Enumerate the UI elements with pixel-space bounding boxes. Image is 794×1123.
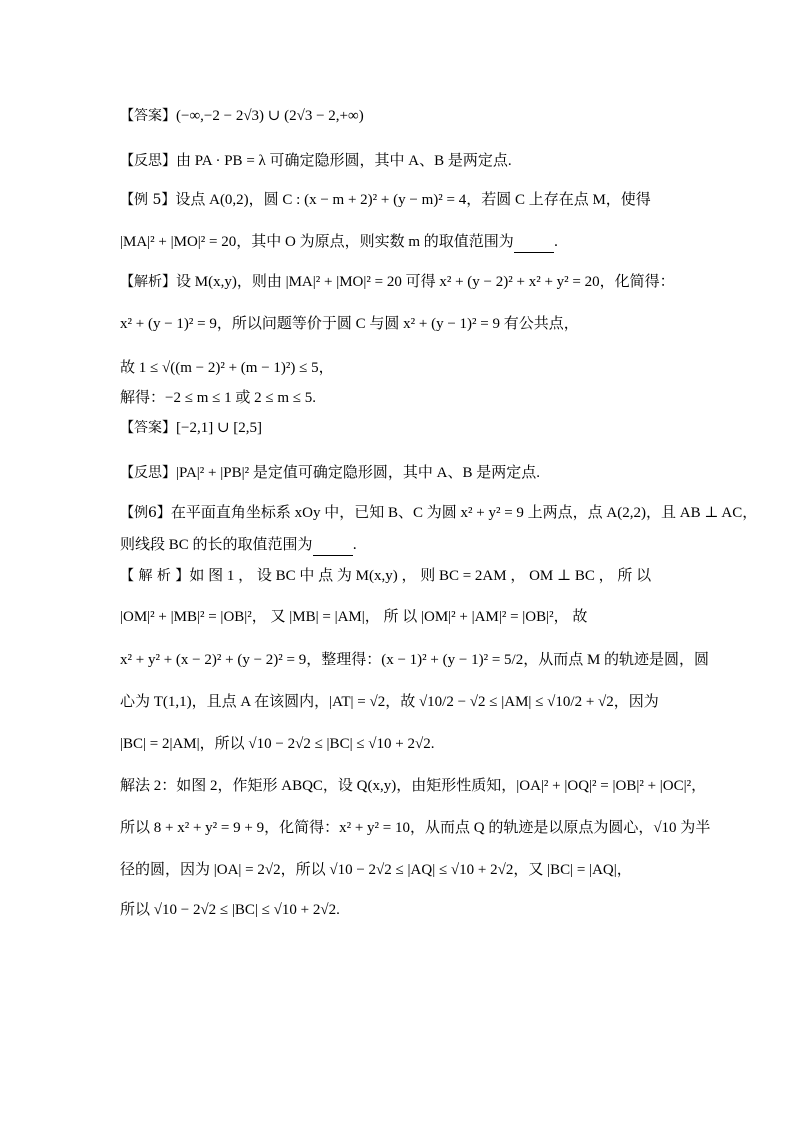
analysis-6-text-d: 心为 T(1,1)，且点 A 在该圆内，|AT| = √2，故 √10/2 − √2 ≤ |AM| ≤ √10/2 + √2，因为 [120,694,659,710]
analysis-5-text-b: x² + (y − 1)² = 9，所以问题等价于圆 C 与圆 x² + (y − 1)² = 9 有公共点， [120,316,579,332]
reflection-tag: 【反思】 [120,153,176,169]
analysis-5-text-c: 故 1 ≤ √((m − 2)² + (m − 1)²) ≤ 5， [120,360,334,376]
method-2-line-b [120,818,711,838]
answer-tag: 【答案】 [120,420,176,436]
method-2-line-c [120,860,680,880]
analysis-6-line-a [120,566,680,586]
method-2-text-a: 解法 2：如图 2，作矩形 ABQC，设 Q(x,y)，由矩形性质知，|OA|² + |OQ|² = |OB|² + |OC|²， [120,778,707,794]
answer-blank [514,232,554,253]
reflection-line-2 [120,463,680,483]
analysis-6-line-c [120,650,710,670]
analysis-6-text-a: 如 图 1 ， 设 BC 中 点 为 M(x,y) ， 则 BC = 2AM ， OM ⊥ BC ， 所 以 [189,568,652,584]
analysis-tag: 【 解 析 】 [120,568,190,584]
example-6-text-b: 则线段 BC 的长的取值范围为 [120,537,313,553]
analysis-6-text-e: |BC| = 2|AM|，所以 √10 − 2√2 ≤ |BC| ≤ √10 + 2√2. [120,736,435,752]
example-5-line-a [120,190,680,210]
analysis-5-text-a: 设 M(x,y)，则由 |MA|² + |MO|² = 20 可得 x² + (y − 2)² + x² + y² = 20，化简得： [176,274,675,290]
example-5-text-b: |MA|² + |MO|² = 20，其中 O 为原点，则实数 m 的取值范围为 [120,234,514,250]
reflection-line-1 [120,151,680,171]
method-2-text-d: 所以 √10 − 2√2 ≤ |BC| ≤ √10 + 2√2. [120,902,340,918]
answer-1-math: (−∞,−2 − 2√3) ∪ (2√3 − 2,+∞) [176,108,364,124]
example-6-line-a [120,503,758,523]
analysis-tag: 【解析】 [120,274,176,290]
analysis-6-line-e [120,734,680,754]
method-2-line-d [120,900,680,920]
example-5-tag: 【例 5】 [120,192,176,208]
example-6-tag: 【例6】 [120,505,171,521]
analysis-6-line-b [120,607,680,627]
answer-line-1 [120,106,680,126]
method-2-text-c: 径的圆，因为 |OA| = 2√2，所以 √10 − 2√2 ≤ |AQ| ≤ √10 + 2√2，又 |BC| = |AQ|， [120,862,632,878]
method-2-text-b: 所以 8 + x² + y² = 9 + 9，化简得：x² + y² = 10，从而点 Q 的轨迹是以原点为圆心，√10 为半 [120,820,711,836]
example-6-text-a: 在平面直角坐标系 xOy 中，已知 B、C 为圆 x² + y² = 9 上两点，点 A(2,2)，且 AB ⊥ AC， [170,505,758,521]
analysis-5-line-c [120,358,680,378]
analysis-5-line-b [120,314,680,334]
example-6-line-b: 则线段 BC 的长的取值范围为 . [120,535,680,556]
reflection-tag: 【反思】 [120,465,176,481]
method-2-line-a [120,776,707,796]
answer-tag: 【答案】 [120,108,176,124]
analysis-5-text-d: 解得：−2 ≤ m ≤ 1 或 2 ≤ m ≤ 5. [120,390,316,406]
reflection-2-text: |PA|² + |PB|² 是定值可确定隐形圆，其中 A、B 是两定点. [176,465,540,481]
example-5-text-a: 设点 A(0,2)，圆 C : (x − m + 2)² + (y − m)² = 4，若圆 C 上存在点 M，使得 [175,192,651,208]
answer-line-2 [120,418,680,438]
analysis-6-text-b: |OM|² + |MB|² = |OB|²， 又 |MB| = |AM|， 所 以 |OM|² + |AM|² = |OB|²， 故 [120,609,588,625]
analysis-6-text-c: x² + y² + (x − 2)² + (y − 2)² = 9，整理得：(x − 1)² + (y − 1)² = 5/2，从而点 M 的轨迹是圆，圆 [120,652,710,668]
analysis-5-line-a [120,272,680,292]
answer-blank [313,535,353,556]
reflection-1-text: 由 PA · PB = λ 可确定隐形圆，其中 A、B 是两定点. [176,153,512,169]
analysis-5-line-d [120,388,680,408]
answer-2-math: [−2,1] ∪ [2,5] [176,420,263,436]
example-5-line-b: |MA|² + |MO|² = 20，其中 O 为原点，则实数 m 的取值范围为 . [120,232,680,253]
analysis-6-line-d [120,692,680,712]
